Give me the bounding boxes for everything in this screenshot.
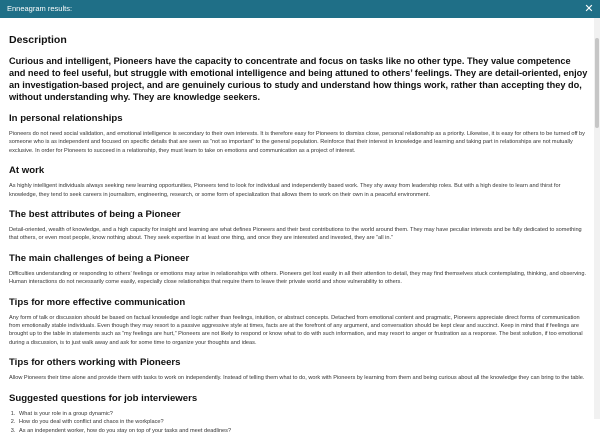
- dialog-title: Enneagram results:: [7, 4, 73, 13]
- section-working-tips-body: Allow Pioneers their time alone and provide them with tasks to work on independently. Instead of telling them what to do, work with Pioneers by learning from them and being curious about all the knowledge they can bring to the table.: [9, 375, 585, 382]
- section-best-attributes-title: The best attributes of being a Pioneer: [9, 209, 181, 221]
- content-scrollbar[interactable]: [594, 18, 600, 419]
- section-at-work-body: As highly intelligent individuals always seeking new learning opportunities, Pioneers tend to look for individual and independently based work. They shy away from leadership roles. But with a high desire to learn and thirst for knowledge, they tend to seek careers in journalism, engineering, research, or some form of specialization that allows them to work on their own in a peaceful environment.: [9, 183, 561, 198]
- results-content: [0, 18, 594, 434]
- dialog-title-bar: [0, 0, 600, 18]
- section-best-attributes-body: Detail-oriented, wealth of knowledge, and a high capacity for insight and learning are what defines Pioneers and their best contributions to the world around them. They may have peculiar interests and be fully dedicated to something that others, or even most people, know nothing about. They seek expertise in at least one thing, and once they are interested and invested, they are “all in.”: [9, 227, 582, 242]
- section-main-challenges-body: Difficulties understanding or responding to others’ feelings or emotions may arise in relationships with others. Pioneers get lost easily in all their attention to detail, they may find themselves stuck contemplating, thinking, and observing. Human interactions do not necessarily come easily, especially close relationships that require them to leave their private world and show vulnerability to others.: [9, 270, 587, 286]
- section-communication-tips-title: Tips for more effective communication: [9, 296, 186, 308]
- interview-question-item: 2. How do you deal with conflict and chaos in the workplace?: [17, 418, 588, 426]
- section-personal-relationships-body: Pioneers do not need social validation, and emotional intelligence is secondary to their own interests. It is therefore easy for Pioneers to dismiss close, personal relationship as a priority. Likewise, it is easy for others to be turned off by someone who is as independent and focused on specific details that are seen as “not so important” to the general population. Reinforce that their interest in knowledge and learning and taking part in relationships are not mutually exclusive. In order for Pioneers to succeed in a relationship, they must learn to take on emotions and communication as a project of interest.: [9, 131, 585, 154]
- description-heading: Description: [9, 34, 67, 46]
- close-icon[interactable]: ✕: [584, 3, 594, 15]
- section-at-work-title: At work: [9, 165, 45, 177]
- description-summary: Curious and intelligent, Pioneers have the capacity to concentrate and focus on tasks like no other type. They value competence and need to feel useful, but struggle with emotional intelligence and being attuned to others’ feelings. They are detail-oriented, enjoy an investigation-based project, and are genuinely curious to study and understand how things work, rather than accepting they do, without understanding why. They are knowledge seekers.: [9, 56, 588, 102]
- section-working-tips-title: Tips for others working with Pioneers: [9, 357, 181, 369]
- section-communication-tips-body: Any form of talk or discussion should be based on factual knowledge and logic rather than feelings, intuition, or abstract concepts. Detached from emotional content and pragmatic, Pioneers appreciate direct forms of communication from emotionally stable individuals. Even though they may resort to a passive aggressive style at times, facts are at the forefront of any argument, and conversation should be kept clear and succinct. Keep in mind that if feelings are brought up to the table in statements such as “my feelings are hurt,” Pioneers are not likely to respond or know what to do with such information, and may resort to anger or frustration as a response. The best solution, if too emotional during a discussion, is to just walk away and ask for some time to organize your thoughts and ideas.: [9, 314, 583, 346]
- interview-question-item: 3. As an independent worker, how do you stay on top of your tasks and meet deadlines?: [17, 427, 588, 435]
- interview-question-item: 1. What is your role in a group dynamic?: [17, 410, 588, 418]
- scrollbar-thumb[interactable]: [595, 38, 599, 128]
- section-main-challenges-title: The main challenges of being a Pioneer: [9, 252, 190, 264]
- interview-questions-list: [9, 410, 588, 435]
- interview-questions-title: Suggested questions for job interviewers: [9, 392, 198, 404]
- section-personal-relationships-title: In personal relationships: [9, 113, 123, 124]
